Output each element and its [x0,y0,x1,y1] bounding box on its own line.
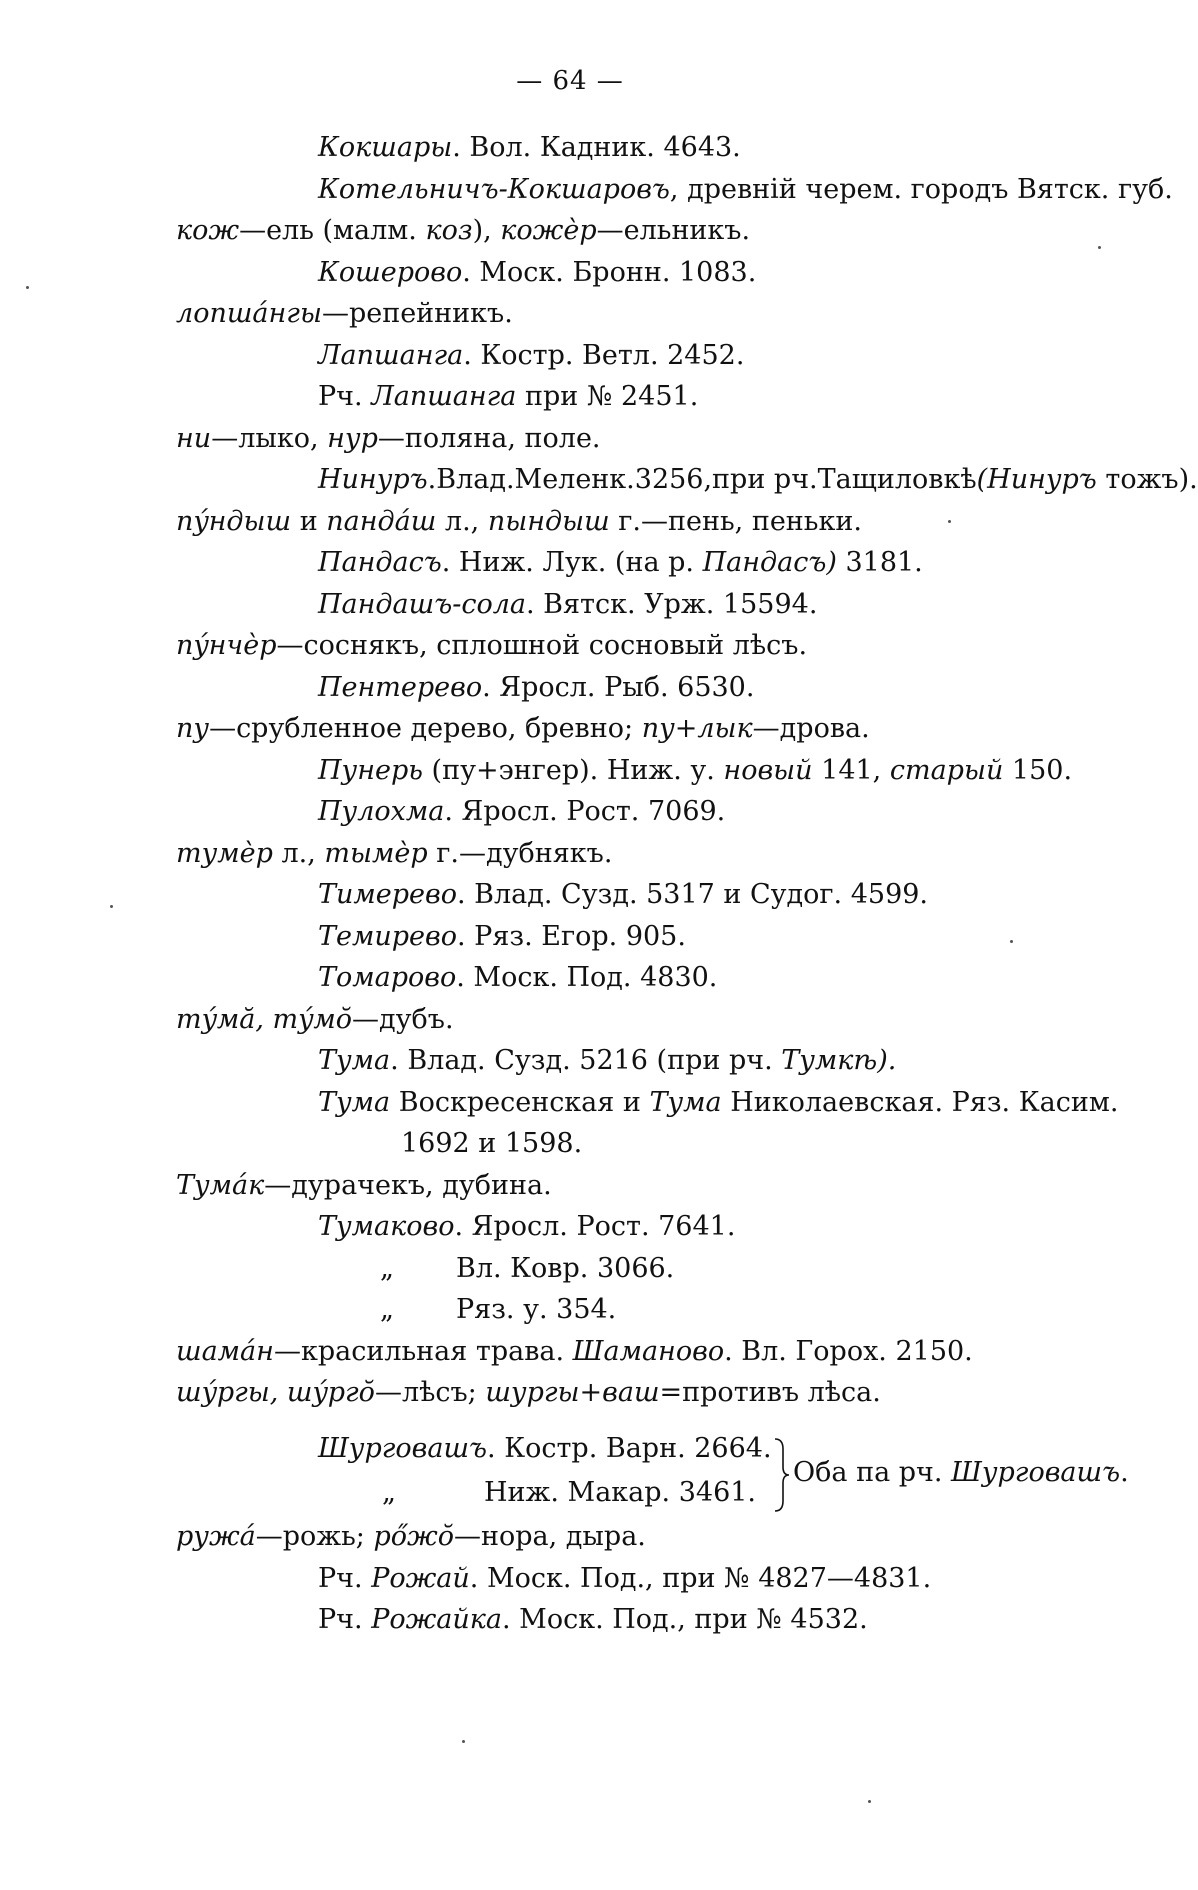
text-run: ни [176,423,212,454]
text-run: при № 2451. [516,381,699,412]
scan-speck [1098,246,1101,249]
entry-line [318,1087,1118,1119]
text-run: Рч. [318,1563,372,1594]
text-run: Тумаково [318,1211,455,1242]
entry-line [318,132,741,164]
text-run: шургы+ваш [485,1377,660,1408]
text-run: Пулохма [318,796,445,827]
text-run: . Влад. Сузд. 5216 (при рч. [390,1045,782,1076]
text-run: Шаманово [572,1336,725,1367]
text-run: .Влад.Меленк.3256,при рч.Тащиловкѣ [427,464,977,495]
text-run: —рожь; [255,1521,374,1552]
text-run: тымѐр [324,838,428,869]
text-run: Шурговашъ [318,1433,488,1464]
text-run: . Вол. Кадник. 4643. [452,132,741,163]
text-run: и [291,506,327,537]
text-run: —дрова. [752,713,870,744]
entry-line [318,381,698,413]
entry-line [318,755,1072,787]
text-run: . Яросл. Рост. 7069. [444,796,726,827]
page-number: — 64 — [516,66,624,96]
text-run: 1692 и 1598. [401,1128,583,1159]
text-run: Воскресенская и [390,1087,650,1118]
text-run: . Моск. Под., при № 4532. [502,1604,868,1635]
text-run: л., [272,838,325,869]
headword-line [176,630,807,662]
text-run: шамáн [176,1336,274,1367]
headword-line [176,1377,881,1409]
text-run: —красильная трава. [273,1336,573,1367]
text-run: Тимерево [318,879,457,910]
brace-group [318,1433,1129,1523]
text-run: Тума [649,1087,722,1118]
text-run: Ряз. у. 354. [456,1294,617,1325]
entry-line [318,962,717,994]
text-run: Тума [318,1045,391,1076]
text-run: Тумáк [176,1170,265,1201]
text-run: тожъ). [1096,464,1198,495]
scan-speck [1010,940,1013,943]
text-run: пу+лык [641,713,753,744]
text-run: —нора, дыра. [454,1521,646,1552]
text-run: Вл. Ковр. 3066. [456,1253,675,1284]
text-run: ), [472,215,501,246]
text-run: кож [176,215,240,246]
text-run: Николаевская. Ряз. Касим. [721,1087,1119,1118]
text-run: Нинуръ [318,464,428,495]
text-run: —ель (малм. [239,215,426,246]
text-run: Кокшары [318,132,453,163]
text-run: . Ниж. Лук. (на р. [441,547,703,578]
text-run: Пентерево [318,672,483,703]
entry-line [318,340,744,372]
entry-line [318,921,686,953]
text-run: коз [425,215,473,246]
text-run: . Костр. Ветл. 2452. [463,340,745,371]
text-run: . Костр. Варн. 2664. [487,1433,772,1464]
text-run: —лыко, [211,423,328,454]
scan-speck [26,286,29,289]
headword-line [176,838,612,870]
scan-speck [948,520,951,523]
text-run: . [1120,1457,1129,1488]
brace-icon [773,1437,789,1513]
text-run: . Яросл. Рост. 7641. [454,1211,736,1242]
text-run: —срубленное дерево, бревно; [209,713,642,744]
entry-line [318,1563,931,1595]
text-run: Оба па рч. [793,1457,952,1488]
text-run: —дубъ. [352,1004,454,1035]
text-run: . Яросл. Рыб. 6530. [482,672,755,703]
brace-line-1 [318,1433,772,1465]
text-run: пандáш [326,506,437,537]
headword-line [176,298,513,330]
entry-line [318,464,1198,496]
text-run: —репейникъ. [321,298,513,329]
headword-line [176,215,750,247]
headword-line [176,1521,646,1553]
text-run: Томарово [318,962,457,993]
headword-line [176,1004,454,1036]
text-run: —ельникъ. [596,215,751,246]
text-run: —соснякъ, сплошной сосновый лѣсъ. [276,630,808,661]
text-run: . Влад. Сузд. 5317 и Судог. 4599. [457,879,929,910]
text-run: . Моск. Бронн. 1083. [462,257,757,288]
scan-speck [868,1800,871,1803]
entry-line [318,672,754,704]
text-run: Пунерь [318,755,423,786]
brace-line-2-text: Ниж. Макар. 3461. [484,1477,757,1508]
text-run: Рч. [318,381,372,412]
text-run: Пандашъ-сола [318,589,526,620]
text-run: г.—пень, пеньки. [609,506,862,537]
text-run: (пу+энгер). Ниж. у. [422,755,724,786]
text-run: кожѐр [500,215,597,246]
ditto-mark: „ [382,1477,396,1508]
text-run: г.—дубнякъ. [427,838,613,869]
text-run: . Моск. Под. 4830. [456,962,718,993]
text-run: Тума [318,1087,391,1118]
text-run: Рожайка [371,1604,503,1635]
text-run: . Вятск. Урж. 15594. [526,589,818,620]
entry-line [318,1294,616,1326]
text-run: —поляна, поле. [377,423,601,454]
text-run: Кошерово [318,257,463,288]
text-run: пýнчѐр [176,630,277,661]
text-run: лопшáнгы [176,298,322,329]
text-run: Рч. [318,1604,372,1635]
text-run: . Моск. Под., при № 4827—4831. [469,1563,932,1594]
text-run: =противъ лѣса. [659,1377,881,1408]
brace-note [793,1457,1129,1489]
text-run: пындыш [487,506,610,537]
entry-line [401,1128,582,1160]
text-run: Лапшанга [371,381,517,412]
headword-line [176,1170,552,1202]
text-run: 150. [1003,755,1073,786]
entry-line [318,879,928,911]
entry-line [318,1253,674,1285]
headword-line [176,423,601,455]
entry-line [318,174,1173,206]
ditto-mark: „ [380,1294,394,1325]
text-run: 3181. [836,547,923,578]
text-run: . Вл. Горох. 2150. [724,1336,973,1367]
text-run: новый [723,755,813,786]
text-run: ружá [176,1521,256,1552]
entry-line [318,1211,735,1243]
text-run: рőжŏ [373,1521,454,1552]
text-run: тумѐр [176,838,273,869]
headword-line [176,1336,973,1368]
headword-line [176,506,862,538]
text-run: —лѣсъ; [374,1377,486,1408]
text-run: , древній черем. городъ Вятск. губ. [669,174,1173,205]
text-run: л., [436,506,488,537]
text-run: тýмă, тýмŏ [176,1004,353,1035]
text-run: Пандасъ [318,547,442,578]
text-run: Темирево [318,921,457,952]
ditto-mark: „ [380,1253,394,1284]
entry-line [318,589,817,621]
text-run: Котельничъ-Кокшаровъ [318,174,670,205]
scan-speck [462,1740,465,1743]
text-run: Шурговашъ [951,1457,1121,1488]
headword-line [176,713,870,745]
text-run: Рожай [371,1563,470,1594]
scan-speck [110,905,113,908]
entry-line [318,796,725,828]
entry-line [318,547,923,579]
text-run: Лапшанга [318,340,464,371]
entry-line [318,1045,896,1077]
entry-line [318,1604,868,1636]
text-run: старый [889,755,1004,786]
text-run: . Ряз. Егор. 905. [457,921,686,952]
text-run: 141, [812,755,890,786]
text-run: нур [327,423,378,454]
text-run: —дурачекъ, дубина. [264,1170,552,1201]
text-run: Пандасъ) [702,547,837,578]
text-run: (Нинуръ [976,464,1097,495]
text-run: пýндыш [176,506,292,537]
entry-line [318,257,756,289]
text-run: шýргы, шýргŏ [176,1377,375,1408]
text-run: Тумкѣ). [781,1045,897,1076]
text-run: пу [176,713,210,744]
